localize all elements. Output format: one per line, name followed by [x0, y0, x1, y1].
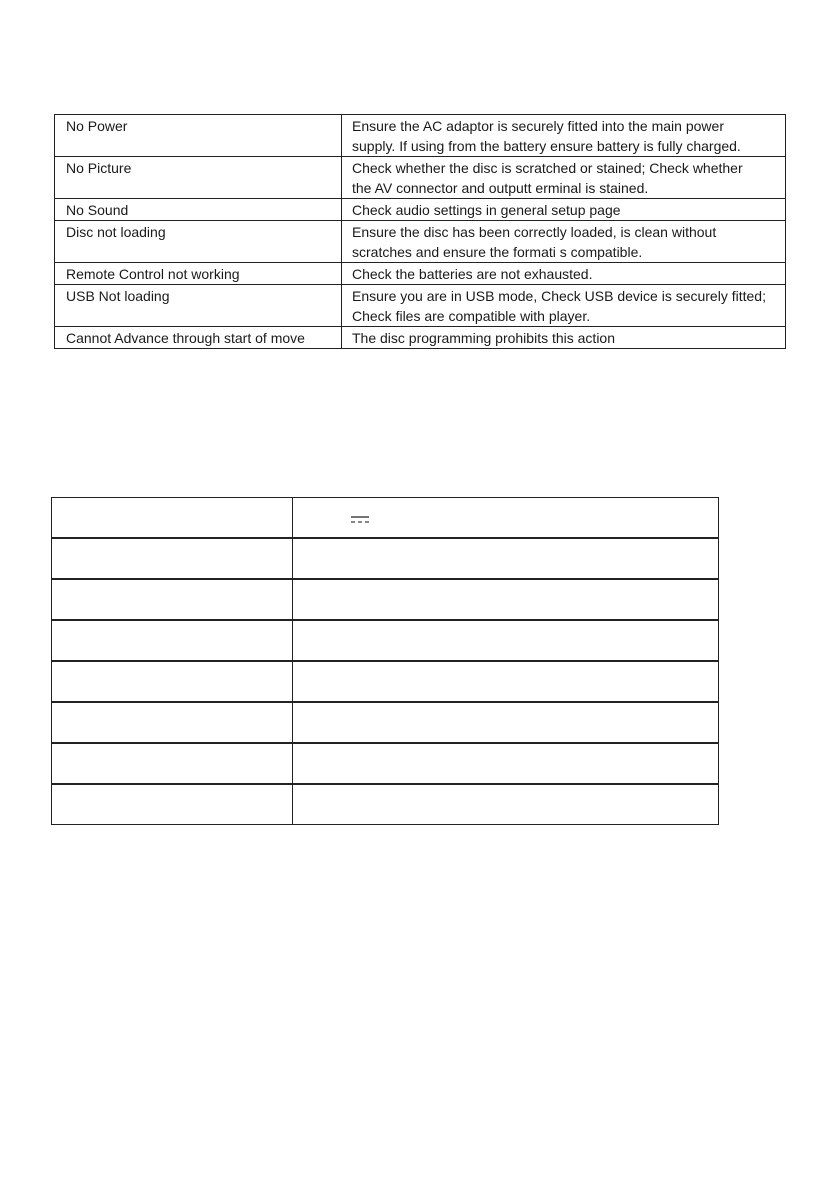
solution-line: Check whether the disc is scratched or stained; Check whether [352, 160, 743, 176]
solution-line: Ensure the disc has been correctly loaded, is clean without [352, 224, 717, 240]
dc-current-symbol-icon [350, 515, 370, 525]
solution-cell [342, 157, 786, 199]
spec-value-cell [293, 743, 719, 784]
spec-value-cell [293, 702, 719, 743]
spec-value-cell [293, 661, 719, 702]
problem-text: No Sound [66, 202, 129, 218]
spec-value-cell [293, 784, 719, 825]
problem-text: Remote Control not working [66, 266, 240, 282]
solution-line: Check files are compatible with player. [352, 308, 591, 324]
troubleshooting-table [54, 114, 786, 349]
table-row [55, 285, 786, 327]
solution-line: The disc programming prohibits this action [352, 330, 616, 346]
table-row [55, 199, 786, 221]
spec-label-cell [52, 661, 293, 702]
table-row [55, 157, 786, 199]
spec-label-cell [52, 702, 293, 743]
problem-cell [55, 285, 342, 327]
problem-text: No Picture [66, 160, 132, 176]
solution-cell [342, 115, 786, 157]
solution-line: the AV connector and outputt erminal is stained. [352, 180, 649, 196]
table-row [52, 538, 719, 579]
table-row [55, 115, 786, 157]
spec-label-cell [52, 743, 293, 784]
table-row [55, 263, 786, 285]
spec-label-cell [52, 579, 293, 620]
spec-value-cell [293, 538, 719, 579]
problem-cell [55, 199, 342, 221]
problem-cell [55, 327, 342, 349]
solution-line: scratches and ensure the formati s compatible. [352, 244, 643, 260]
solution-cell [342, 327, 786, 349]
solution-line: Check the batteries are not exhausted. [352, 266, 593, 282]
solution-cell [342, 263, 786, 285]
problem-text: No Power [66, 118, 128, 134]
spec-label-cell [52, 620, 293, 661]
table-row [52, 579, 719, 620]
problem-cell [55, 115, 342, 157]
spec-label-cell [52, 498, 293, 539]
spec-label-cell [52, 784, 293, 825]
problem-text: Disc not loading [66, 224, 166, 240]
table-row [52, 743, 719, 784]
spec-value-cell [293, 579, 719, 620]
solution-line: Check audio settings in general setup page [352, 202, 621, 218]
spec-value-cell [293, 620, 719, 661]
solution-cell [342, 285, 786, 327]
problem-text: USB Not loading [66, 288, 170, 304]
table-row [52, 661, 719, 702]
problem-cell [55, 157, 342, 199]
solution-line: supply. If using from the battery ensure battery is fully charged. [352, 138, 741, 154]
problem-cell [55, 221, 342, 263]
spec-value-cell [293, 498, 719, 539]
table-row [55, 327, 786, 349]
table-row [52, 702, 719, 743]
problem-text: Cannot Advance through start of move [66, 330, 305, 346]
solution-line: Ensure you are in USB mode, Check USB device is securely fitted; [352, 288, 766, 304]
table-row [55, 221, 786, 263]
table-row [52, 498, 719, 539]
problem-cell [55, 263, 342, 285]
specification-table [51, 497, 719, 825]
table-row [52, 784, 719, 825]
solution-line: Ensure the AC adaptor is securely fitted into the main power [352, 118, 724, 134]
table-row [52, 620, 719, 661]
spec-label-cell [52, 538, 293, 579]
solution-cell [342, 221, 786, 263]
solution-cell [342, 199, 786, 221]
